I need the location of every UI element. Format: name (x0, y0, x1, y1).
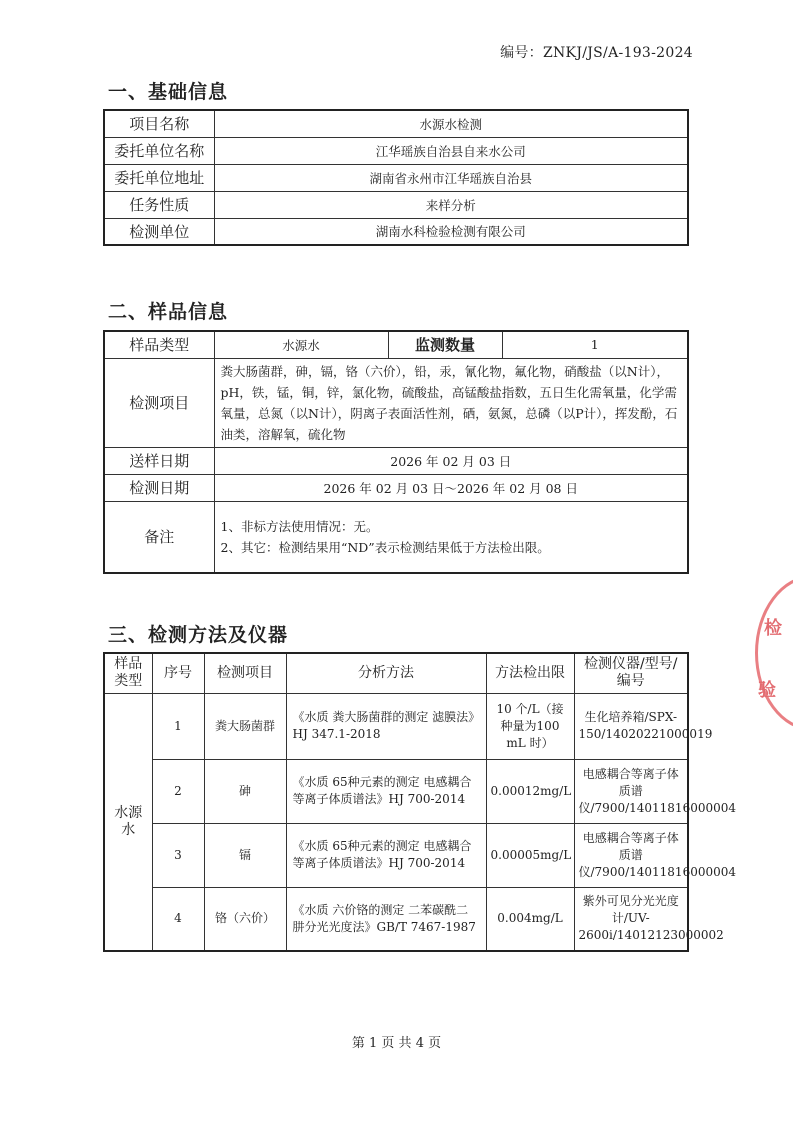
row-label: 项目名称 (104, 110, 214, 137)
table-row (104, 358, 688, 447)
row-item: 铬（六价） (204, 887, 286, 951)
table-row (104, 137, 688, 164)
section3-title: 三、检测方法及仪器 (108, 624, 289, 646)
sample-info-table (103, 330, 689, 574)
sample-type-value: 水源水 (214, 331, 388, 358)
send-date-label: 送样日期 (104, 447, 214, 474)
row-item: 砷 (204, 759, 286, 823)
table-row (104, 218, 688, 245)
row-value: 湖南省永州市江华瑶族自治县 (214, 164, 688, 191)
row-instrument: 电感耦合等离子体质谱仪/7900/14011816000004 (574, 759, 688, 823)
row-limit: 0.00012mg/L (486, 759, 574, 823)
items-label: 检测项目 (104, 358, 214, 447)
header-no: 序号 (152, 653, 204, 693)
test-date-label: 检测日期 (104, 474, 214, 501)
quantity-label: 监测数量 (388, 331, 502, 358)
section1-title: 一、基础信息 (108, 81, 229, 103)
row-no: 3 (152, 823, 204, 887)
sample-type-label: 样品类型 (104, 331, 214, 358)
header-method: 分析方法 (286, 653, 486, 693)
remark-line: 1、非标方法使用情况：无。 (220, 518, 379, 534)
table-row (104, 823, 688, 887)
table-row (104, 331, 688, 358)
row-method: 《水质 粪大肠菌群的测定 滤膜法》HJ 347.1-2018 (286, 693, 486, 759)
items-value: 粪大肠菌群，砷，镉，铬（六价），铅，汞，氰化物，氟化物，硝酸盐（以N计），pH，铁，锰，铜，锌，氯化物，硫酸盐，高锰酸盐指数，五日生化需氧量，化学需氧量，总氮（以N计），阴离子表面活性剂，硒，氨氮，总磷（以P计），挥发酚，石油类，溶解氧，硫化物 (214, 358, 688, 447)
header-row (104, 653, 688, 693)
row-no: 1 (152, 693, 204, 759)
row-label: 委托单位地址 (104, 164, 214, 191)
table-row (104, 759, 688, 823)
table-row (104, 693, 688, 759)
quantity-value: 1 (502, 331, 688, 358)
header-instrument: 检测仪器/型号/编号 (574, 653, 688, 693)
row-instrument: 紫外可见分光光度计/UV-2600i/14012123000002 (574, 887, 688, 951)
method-instrument-table (103, 652, 737, 952)
row-limit: 10 个/L（接种量为100 mL 时） (486, 693, 574, 759)
row-value: 水源水检测 (214, 110, 688, 137)
row-limit: 0.00005mg/L (486, 823, 574, 887)
remark-line: 2、其它：检测结果用“ND”表示检测结果低于方法检出限。 (220, 539, 550, 555)
row-value: 来样分析 (214, 191, 688, 218)
table-row (104, 887, 688, 951)
table-row (104, 110, 688, 137)
seal-stamp-icon: 检 验 (755, 575, 793, 731)
header-limit: 方法检出限 (486, 653, 574, 693)
row-item: 粪大肠菌群 (204, 693, 286, 759)
row-no: 2 (152, 759, 204, 823)
table-row (104, 447, 688, 474)
send-date-value: 2026 年 02 月 03 日 (214, 447, 688, 474)
header-item: 检测项目 (204, 653, 286, 693)
table-row (104, 191, 688, 218)
remarks-value (214, 501, 688, 573)
row-label: 检测单位 (104, 218, 214, 245)
basic-info-table (103, 109, 689, 246)
header-sample-type: 样品类型 (104, 653, 152, 693)
section2-title: 二、样品信息 (108, 301, 229, 323)
remarks-label: 备注 (104, 501, 214, 573)
row-method: 《水质 65种元素的测定 电感耦合等离子体质谱法》HJ 700-2014 (286, 823, 486, 887)
row-instrument: 电感耦合等离子体质谱仪/7900/14011816000004 (574, 823, 688, 887)
document-number: 编号：ZNKJ/JS/A-193-2024 (500, 45, 693, 61)
test-date-value: 2026 年 02 月 03 日～2026 年 02 月 08 日 (214, 474, 688, 501)
row-value: 江华瑶族自治县自来水公司 (214, 137, 688, 164)
row-method: 《水质 六价铬的测定 二苯碳酰二肼分光光度法》GB/T 7467-1987 (286, 887, 486, 951)
row-method: 《水质 65种元素的测定 电感耦合等离子体质谱法》HJ 700-2014 (286, 759, 486, 823)
table-row (104, 164, 688, 191)
row-instrument: 生化培养箱/SPX-150/14020221000019 (574, 693, 688, 759)
sample-type-cell: 水源水 (104, 693, 152, 951)
row-limit: 0.004mg/L (486, 887, 574, 951)
row-label: 委托单位名称 (104, 137, 214, 164)
table-row (104, 474, 688, 501)
page-footer: 第 1 页 共 4 页 (351, 1036, 442, 1051)
row-value: 湖南水科检验检测有限公司 (214, 218, 688, 245)
row-label: 任务性质 (104, 191, 214, 218)
row-no: 4 (152, 887, 204, 951)
row-item: 镉 (204, 823, 286, 887)
table-row (104, 501, 688, 573)
